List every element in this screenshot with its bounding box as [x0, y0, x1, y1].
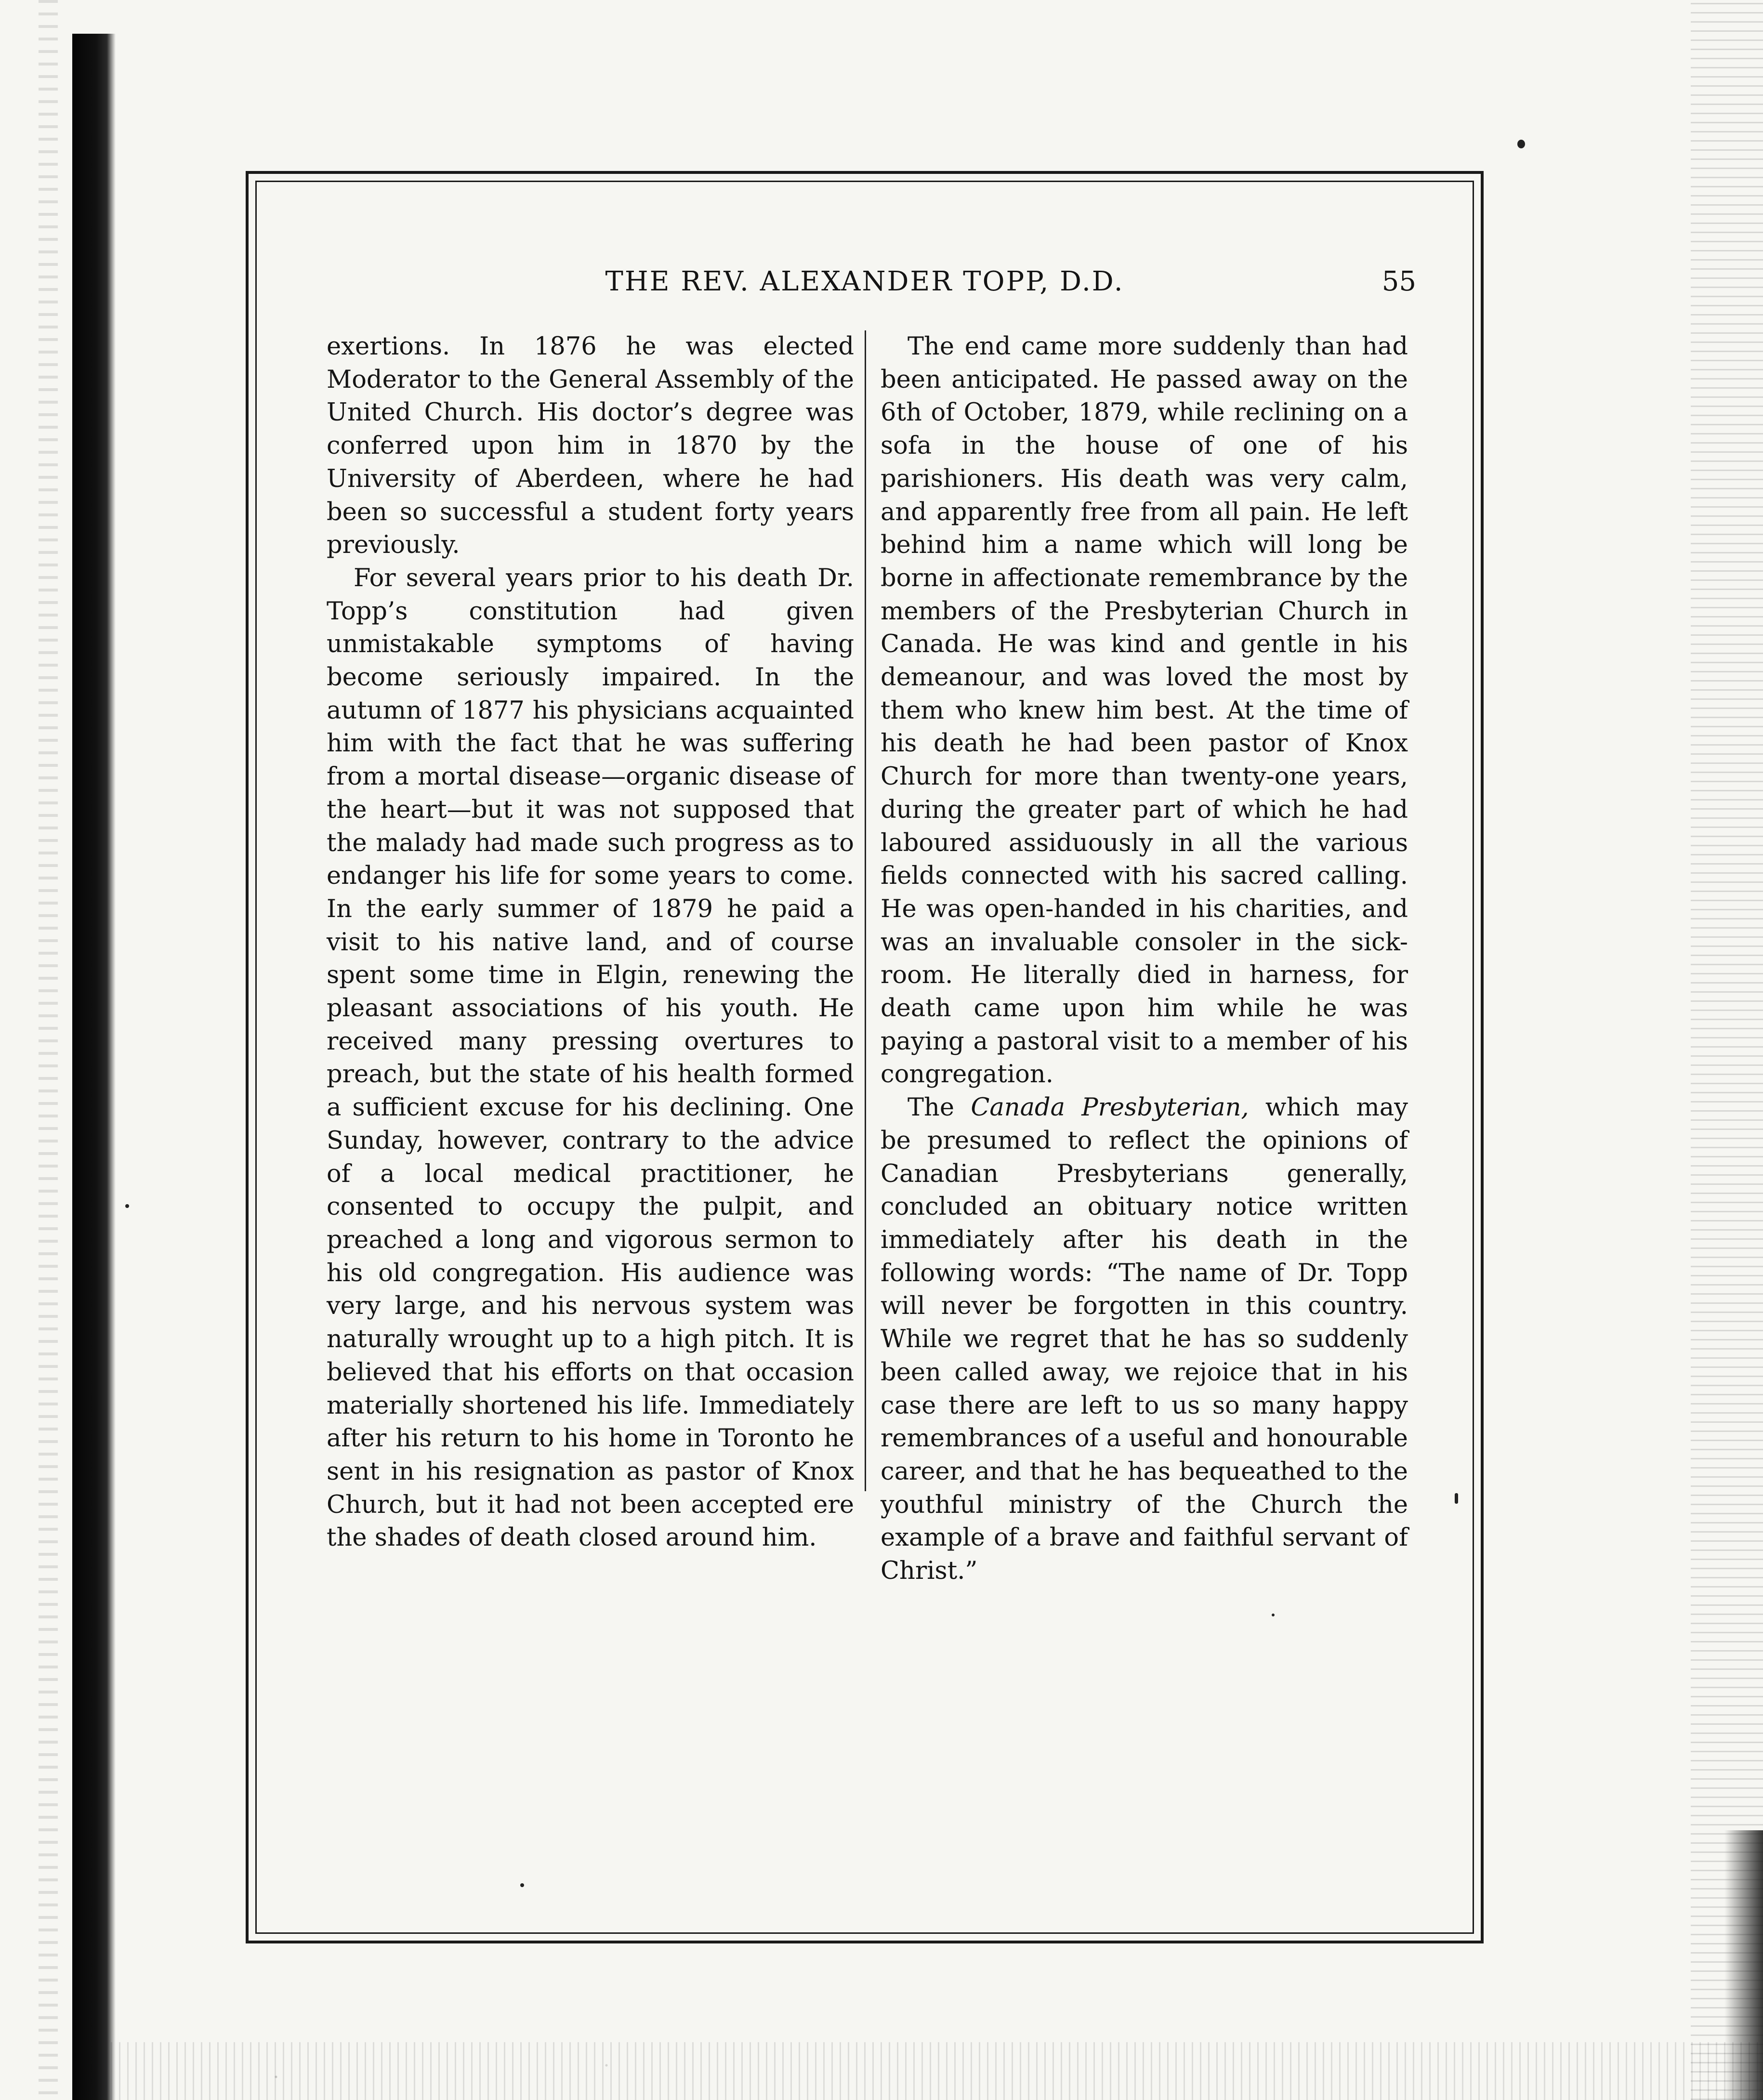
publication-title: Canada Presbyterian, [971, 1093, 1249, 1122]
right-column [881, 330, 1408, 1588]
ink-speck [1517, 140, 1525, 148]
scan-shadow-corner [1724, 1830, 1763, 2100]
page-number: 55 [1381, 266, 1416, 297]
book-binding-edge [72, 34, 116, 2100]
running-header [313, 260, 1416, 303]
paragraph-body: which may be presumed to reflect the opinions of Canadian Presbyterians generally, concluded an obituary notice written immediately after his death in the following words: “The name of Dr. Topp will never be forgotten in this country. While we regret that he has so suddenly been called away, we rejoice that in his case there are left to us so many happy remembrances of a useful and honourable career, and that he has bequeathed to the youthful ministry of the Church the example of a brave and faithful servant of Christ.” [881, 1093, 1408, 1586]
paragraph [881, 1091, 1408, 1588]
running-title: THE REV. ALEXANDER TOPP, D.D. [605, 266, 1124, 297]
left-column [327, 330, 854, 1555]
column-divider [865, 330, 866, 1491]
ink-speck [125, 1204, 129, 1208]
paragraph: The end came more suddenly than had been anticipated. He passed away on the 6th of October, 1879, while reclining on a sofa in the house of one of his parishioners. His death was very calm, and apparently free from all pain. He left behind him a name which will long be borne in affectionate remembrance by the members of the Presbyterian Church in Canada. He was kind and gentle in his demeanour, and was loved the most by them who knew him best. At the time of his death he had been pastor of Knox Church for more than twenty-one years, during the greater part of which he had laboured assiduously in all the various fields connected with his sacred calling. He was open-handed in his charities, and was an invaluable consoler in the sick-room. He literally died in harness, for death came upon him while he was paying a pastoral visit to a member of his congregation. [881, 332, 1408, 1089]
scan-noise-bottom [111, 2042, 1763, 2100]
paragraph: For several years prior to his death Dr. Topp’s constitution had given unmistakable symptoms of having become seriously impaired. In the autumn of 1877 his physicians acquainted him with the fact that he was suffering from a mortal disease—organic disease of the heart—but it was not supposed that the malady had made such progress as to endanger his life for some years to come. In the early summer of 1879 he paid a visit to his native land, and of course spent some time in Elgin, renewing the pleasant associations of his youth. He received many pressing overtures to preach, but the state of his health formed a sufficient excuse for his declining. One Sunday, however, contrary to the advice of a local medical practitioner, he consented to occupy the pulpit, and preached a long and vigorous sermon to his old congregation. His audience was very large, and his nervous system was naturally wrought up to a high pitch. It is believed that his efforts on that occasion materially shortened his life. Immediately after his return to his home in Toronto he sent in his resignation as pastor of Knox Church, but it had not been accepted ere the shades of death closed around him. [327, 564, 854, 1552]
scan-shadow-stripes [39, 0, 58, 2100]
paragraph: exertions. In 1876 he was elected Moderator to the General Assembly of the United Church. His doctor’s degree was conferred upon him in 1870 by the University of Aberdeen, where he had been so successful a student forty years previously. [327, 332, 854, 560]
scan-noise-right [1691, 0, 1763, 2100]
paragraph-lead: The [908, 1093, 971, 1122]
